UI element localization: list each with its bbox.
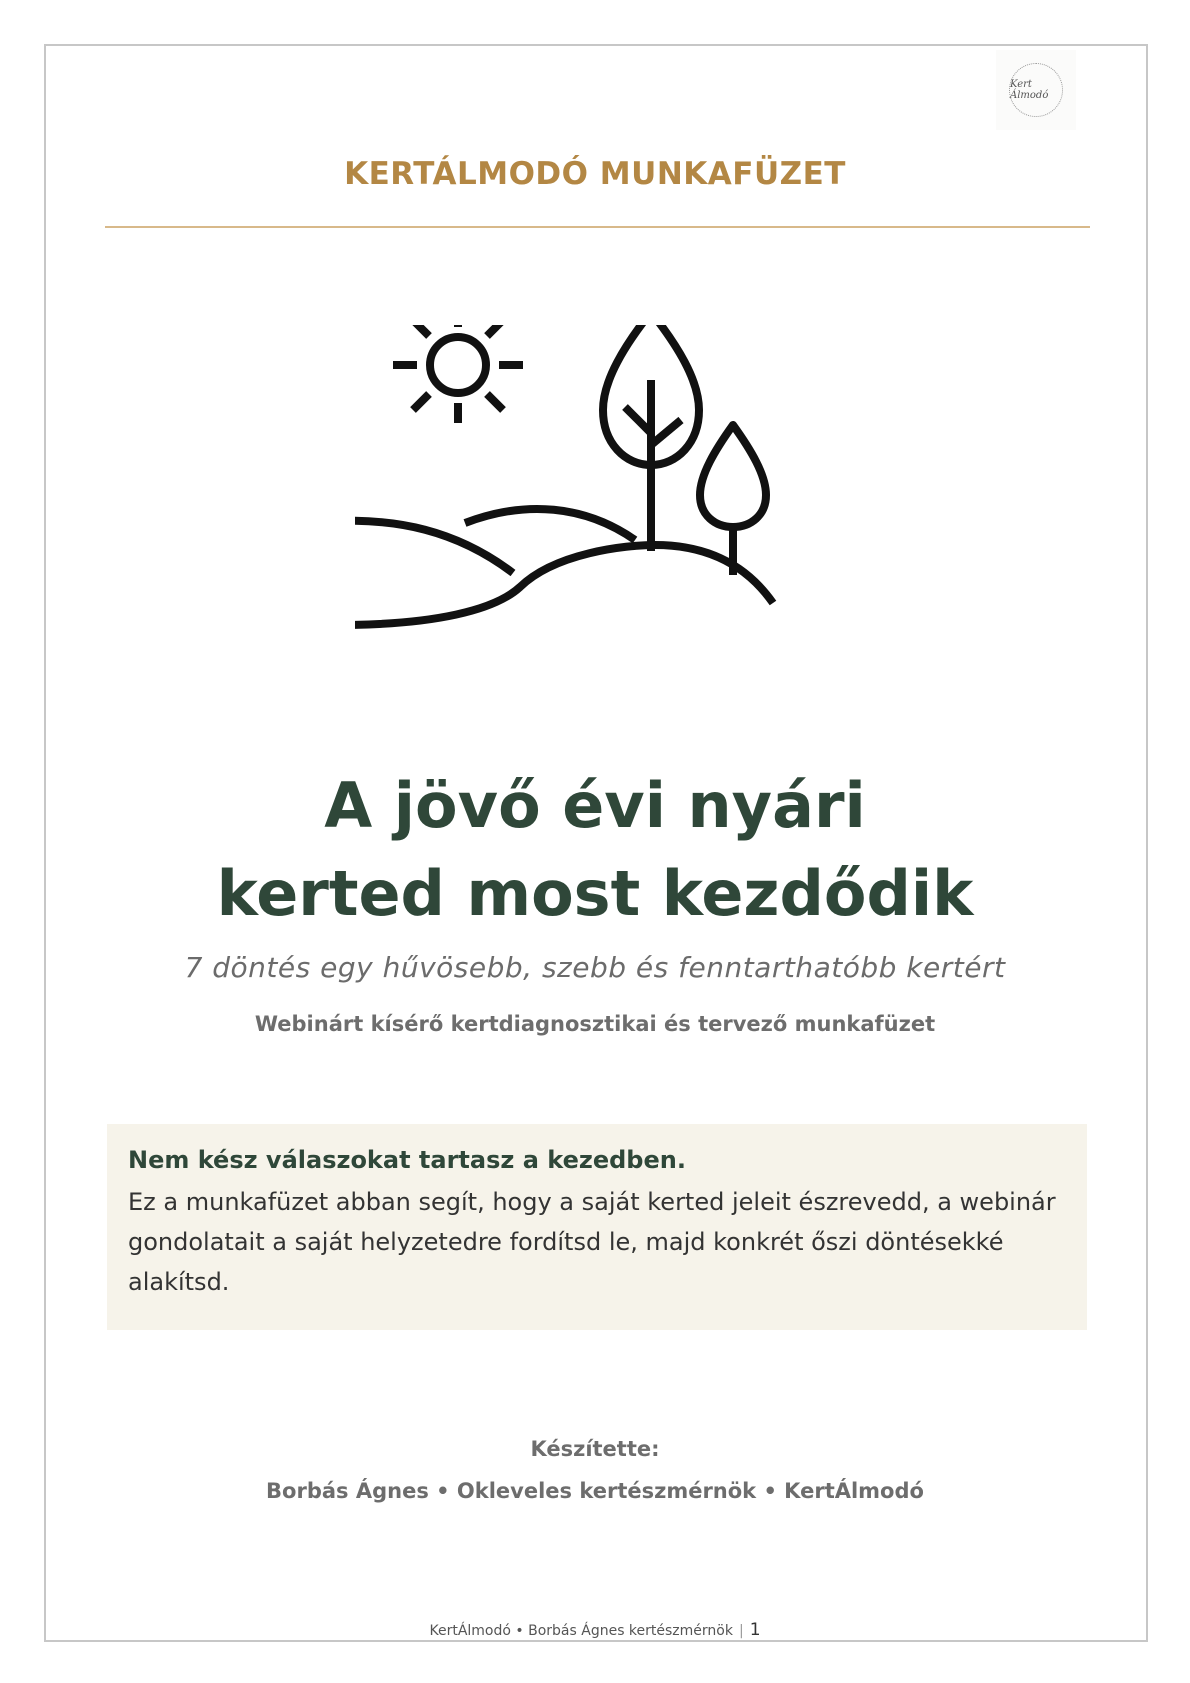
credits-label: Készítette: — [530, 1437, 660, 1461]
callout-body: Ez a munkafüzet abban segít, hogy a saját kerted jeleit észrevedd, a webinár gondolatait a saját helyzetedre fordítsd le, majd konkrét őszi döntésekké alakítsd. — [128, 1188, 1056, 1296]
footer-separator: | — [738, 1623, 744, 1639]
logo-text: Kert Álmodó — [1010, 79, 1049, 101]
page-footer — [0, 1620, 1190, 1640]
brand-logo — [996, 50, 1076, 130]
footer-text: KertÁlmodó • Borbás Ágnes kertészmérnök — [429, 1623, 733, 1639]
logo-wreath-icon — [1009, 63, 1063, 117]
sun-hills-trees-icon — [355, 325, 845, 685]
credits-author: Borbás Ágnes • Okleveles kertészmérnök • KertÁlmodó — [266, 1479, 924, 1503]
document-kicker: KERTÁLMODÓ MUNKAFÜZET — [344, 156, 846, 192]
large-tree-icon — [603, 325, 699, 551]
title-line-2: kerted most kezdődik — [216, 857, 974, 930]
page-number: 1 — [749, 1620, 761, 1640]
subtitle: 7 döntés egy hűvösebb, szebb és fenntarthatóbb kertért — [184, 951, 1006, 984]
header-divider — [105, 226, 1090, 228]
page-title — [0, 762, 1190, 938]
title-line-1: A jövő évi nyári — [324, 769, 866, 842]
callout-heading: Nem kész válaszokat tartasz a kezedben. — [128, 1146, 686, 1174]
sun-icon — [393, 325, 523, 423]
tagline: Webinárt kísérő kertdiagnosztikai és tervező munkafüzet — [254, 1012, 936, 1036]
hills-icon — [355, 509, 773, 625]
intro-callout — [107, 1124, 1087, 1330]
